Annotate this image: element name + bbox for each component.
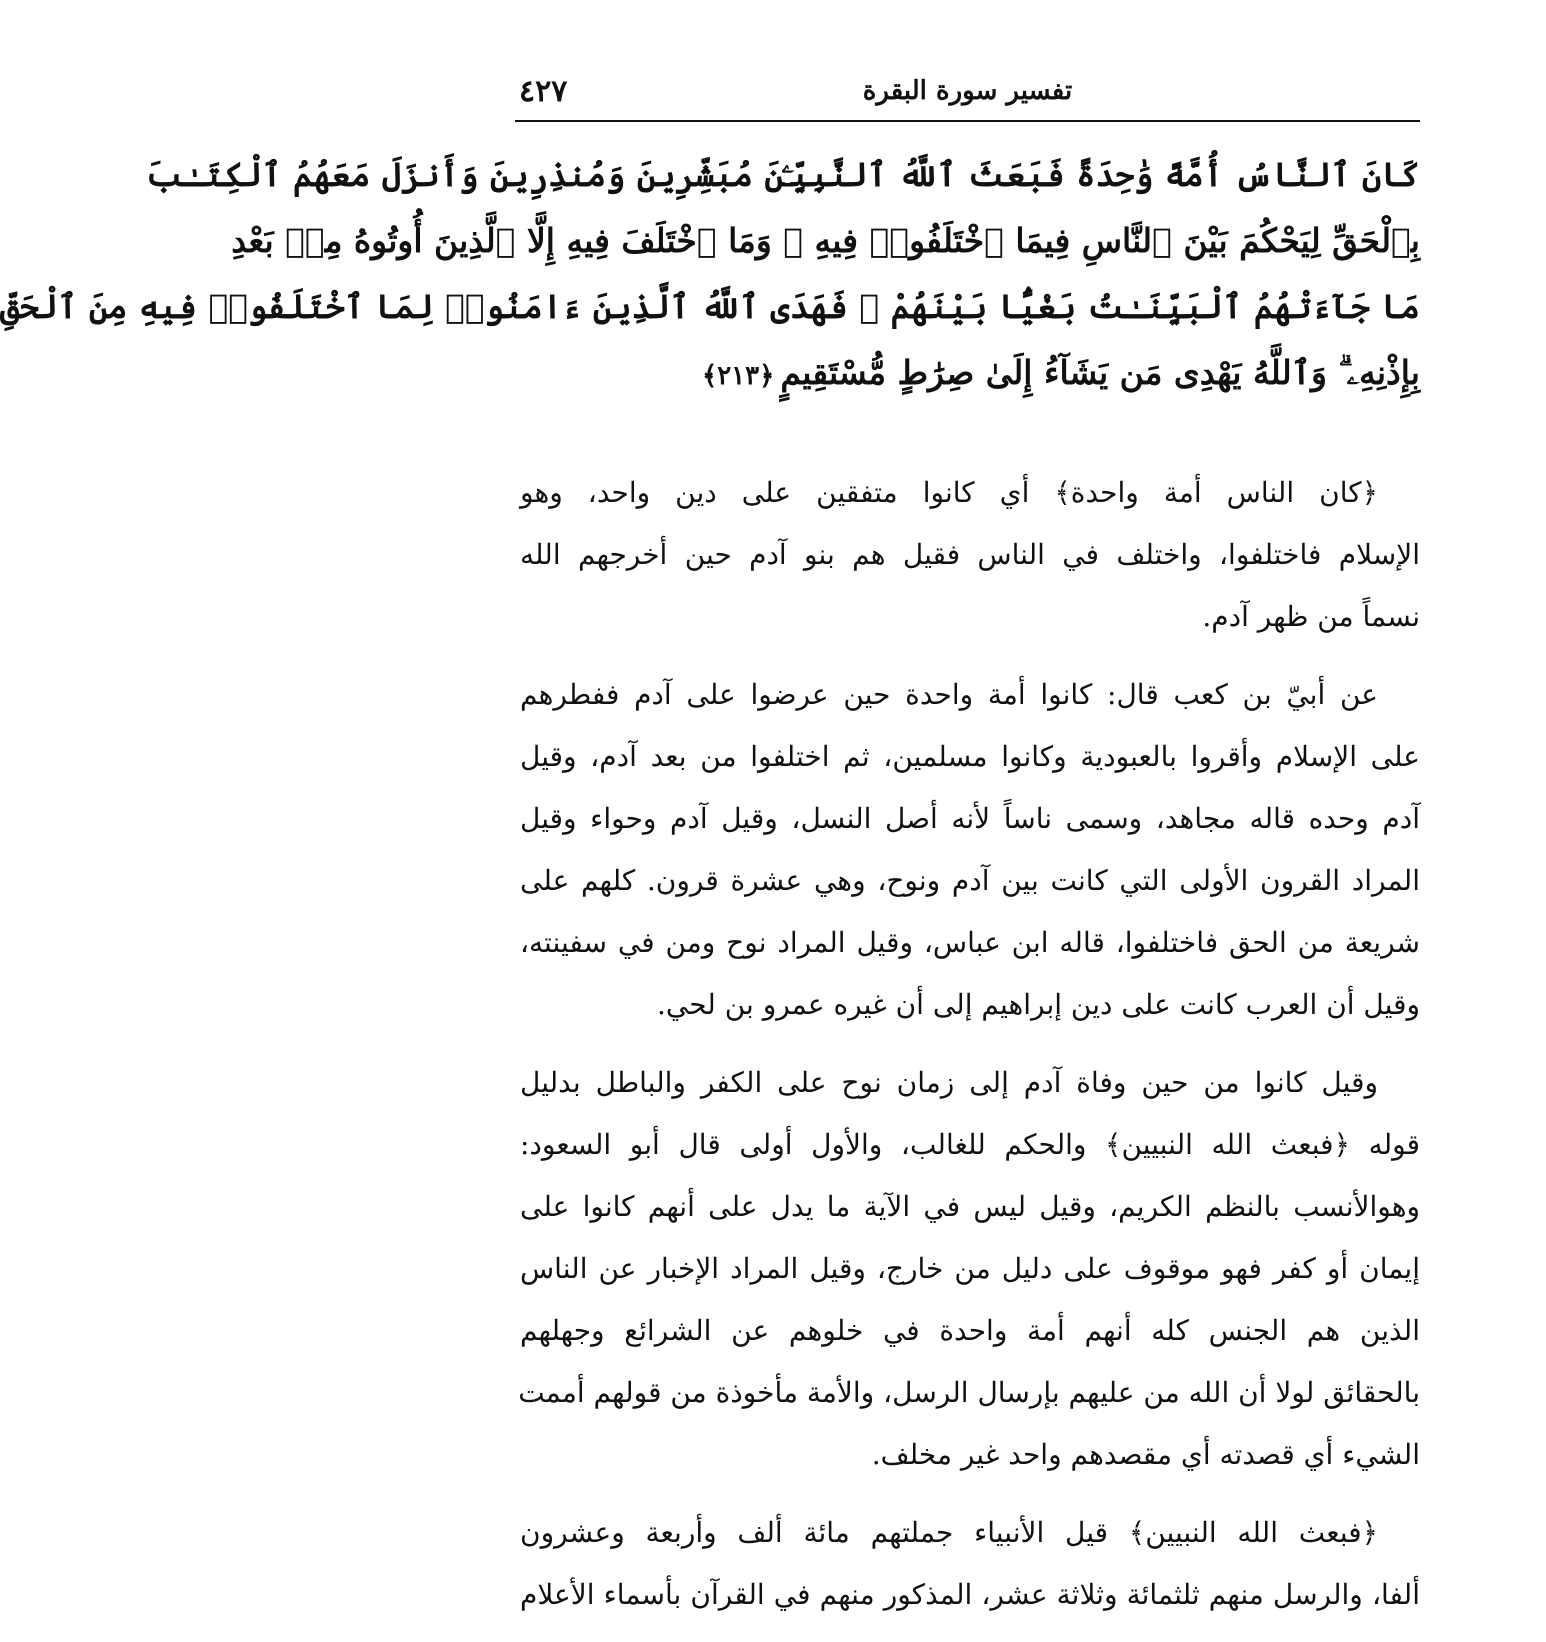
page-number: ٤٢٧ [519, 74, 568, 109]
verse-line-last [525, 340, 1420, 406]
text-line: ﴿كان الناس أمة واحدة﴾ أي كانوا متفقين على دين واحد، وهو [520, 476, 1378, 509]
text-line: على الإسلام وأقروا بالعبودية وكانوا مسلمين، ثم اختلفوا من بعد آدم، وقيل [520, 740, 1420, 773]
text-line: الشيء أي قصدته أي مقصدهم واحد غير مخلف. [871, 1438, 1420, 1471]
text-line: الذين هم الجنس كله أنهم أمة واحدة في خلوهم عن الشرائع وجهلهم [520, 1314, 1420, 1347]
commentary-body [520, 462, 1420, 1642]
header-divider [515, 120, 1420, 122]
verse-line: بِٱلْحَقِّ لِيَحْكُمَ بَيْنَ ٱلنَّاسِ فِيمَا ٱخْتَلَفُوا۟ فِيهِ ۚ وَمَا ٱخْتَلَفَ فِيهِ إِلَّا ٱلَّذِينَ أُوتُوهُ مِنۢ بَعْدِ [231, 221, 1420, 260]
paragraph [520, 1502, 1420, 1626]
verse-line: مَا جَآءَتْهُمُ ٱلْبَيِّنَـٰتُ بَغْيًۢا بَيْنَهُمْ ۖ فَهَدَى ٱللَّهُ ٱلَّذِينَ ءَامَنُوا۟ لِمَا ٱخْتَلَفُوا۟ فِيهِ مِنَ ٱلْحَقِّ [0, 287, 1420, 326]
page-header [515, 70, 1420, 122]
text-line: ﴿فبعث الله النبيين﴾ قيل الأنبياء جملتهم مائة ألف وأربعة وعشرون [520, 1516, 1378, 1549]
text-line: شريعة من الحق فاختلفوا، قاله ابن عباس، وقيل المراد نوح ومن في سفينته، [520, 926, 1420, 959]
text-line: نسماً من ظهر آدم. [1202, 600, 1420, 633]
text-line: عن أبيّ بن كعب قال: كانوا أمة واحدة حين عرضوا على آدم ففطرهم [520, 678, 1378, 711]
text-line: الإسلام فاختلفوا، واختلف في الناس فقيل هم بنو آدم حين أخرجهم الله [520, 538, 1420, 571]
text-line: آدم وحده قاله مجاهد، وسمى ناساً لأنه أصل النسل، وقيل آدم وحواء وقيل [520, 802, 1420, 835]
verse-line: كَانَ ٱلنَّاسُ أُمَّةً وَٰحِدَةً فَبَعَثَ ٱللَّهُ ٱلنَّبِيِّـۧنَ مُبَشِّرِينَ وَمُنذِرِينَ وَأَنزَلَ مَعَهُمُ ٱلْكِتَـٰبَ [146, 155, 1420, 194]
text-line: المراد القرون الأولى التي كانت بين آدم ونوح، وهي عشرة قرون. كلهم على [520, 864, 1420, 897]
text-line: ألفا، والرسل منهم ثلثمائة وثلاثة عشر، المذكور منهم في القرآن بأسماء الأعلام [520, 1578, 1420, 1611]
running-title: تفسير سورة البقرة [862, 76, 1073, 106]
ayah-number-marker: ﴿٢١٣﴾ [701, 361, 775, 391]
text-line: وقيل أن العرب كانت على دين إبراهيم إلى أن غيره عمرو بن لحي. [656, 988, 1420, 1021]
text-line: بالحقائق لولا أن الله من عليهم بإرسال الرسل، والأمة مأخوذة من قولهم أممت [518, 1376, 1420, 1409]
verse-line-text: بِإِذْنِهِۦ ۗ وَٱللَّهُ يَهْدِى مَن يَشَآءُ إِلَىٰ صِرَٰطٍ مُّسْتَقِيمٍ [780, 353, 1420, 392]
text-line: وهوالأنسب بالنظم الكريم، وقيل ليس في الآية ما يدل على أنهم كانوا على [520, 1190, 1420, 1223]
text-line: وقيل كانوا من حين وفاة آدم إلى زمان نوح على الكفر والباطل بدليل [520, 1066, 1378, 1099]
paragraph [520, 1052, 1420, 1486]
paragraph [520, 462, 1420, 648]
quran-verse-block [0, 142, 1420, 406]
text-line: قوله ﴿فبعث الله النبيين﴾ والحكم للغالب، والأول أولى قال أبو السعود: [520, 1128, 1420, 1161]
text-line: إيمان أو كفر فهو موقوف على دليل من خارج، وقيل المراد الإخبار عن الناس [520, 1252, 1420, 1285]
paragraph [520, 664, 1420, 1036]
